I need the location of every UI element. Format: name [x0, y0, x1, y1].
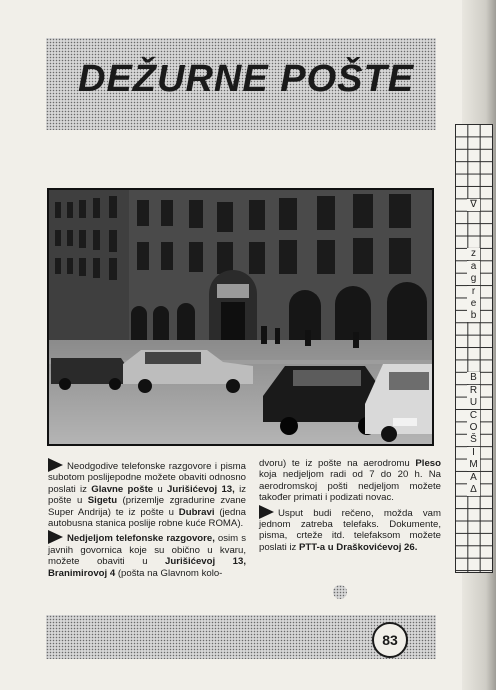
page-number: 83 [372, 622, 408, 658]
grid-letter: A [467, 472, 480, 484]
article-emphasis: Glavne pošte [91, 483, 154, 495]
grid-letter: C [467, 410, 480, 422]
article-text: (prizemlje zgradurine zvane Super Andrija) te iz pošte u [48, 495, 246, 518]
article-text: (pošta na Glavnom kolo- [115, 567, 223, 579]
end-mark-dot-icon [333, 585, 347, 599]
arrow-bullet-icon [48, 458, 63, 472]
article-emphasis: Sigetu [87, 495, 118, 507]
title-banner [46, 38, 436, 130]
article-text: (jedna autobusna stanica poslije robne kuće ROMA). [48, 506, 247, 530]
grid-letter: O [467, 422, 480, 434]
grid-letter: U [467, 397, 480, 409]
arrow-bullet-icon [48, 530, 63, 544]
grid-letter: e [467, 298, 480, 310]
article-emphasis: PTT-a u Draškovićevoj 26. [299, 541, 418, 553]
article-emphasis: Nedjeljom telefonske razgovore, [67, 533, 215, 545]
grid-letter: Δ [467, 484, 480, 496]
grid-letter: B [467, 372, 480, 384]
grid-letter: R [467, 385, 480, 397]
article-text: osim s javnih govornica koje su obično u kvaru, možete obaviti u [48, 533, 246, 568]
article-paragraph [48, 530, 246, 579]
grid-letter: a [467, 261, 480, 273]
grid-letter: Š [467, 434, 480, 446]
article-text: iz pošte u [48, 483, 247, 507]
grid-letter: I [467, 447, 480, 459]
arrow-bullet-icon [259, 505, 274, 519]
post-office-illustration [49, 190, 432, 444]
post-office-photo [47, 188, 434, 446]
article-emphasis: Dubravi [178, 506, 215, 518]
article-emphasis: Jurišićevoj 13, [167, 483, 235, 495]
grid-letter: g [467, 273, 480, 285]
page-title: DEŽURNE POŠTE [78, 58, 415, 100]
article-text: dvoru) te iz pošte na aerodromu [259, 458, 416, 469]
article-text: u [153, 483, 168, 495]
article-text: Neodgodive telefonske razgovore i pisma subotom poslijepodne možete obaviti odnosno poslati iz [48, 461, 246, 495]
grid-letter: b [467, 310, 480, 322]
grid-letter: r [467, 286, 480, 298]
article-paragraph [259, 505, 441, 554]
article-paragraph [259, 458, 441, 504]
article-text: Usput budi rečeno, možda vam jednom zatreba telefaks. Dokumente, pisma, crteže itd. telefaksom možete poslati iz [259, 507, 441, 553]
article-emphasis: Pleso [415, 458, 441, 469]
article-column-left [48, 458, 246, 580]
article-column-right [259, 458, 441, 554]
article-text: koja nedjeljom radi od 7 do 20 h. Na aerodromskoj pošti nedjeljom možete također primati i podizati novac. [259, 469, 441, 504]
article-emphasis: Jurišićevoj 13, Branimirovoj 4 [48, 556, 246, 579]
article-paragraph [48, 458, 246, 529]
side-letter-grid [455, 124, 493, 573]
grid-letter: z [467, 248, 480, 260]
grid-letter: ∇ [467, 199, 480, 211]
grid-letter: M [467, 459, 480, 471]
